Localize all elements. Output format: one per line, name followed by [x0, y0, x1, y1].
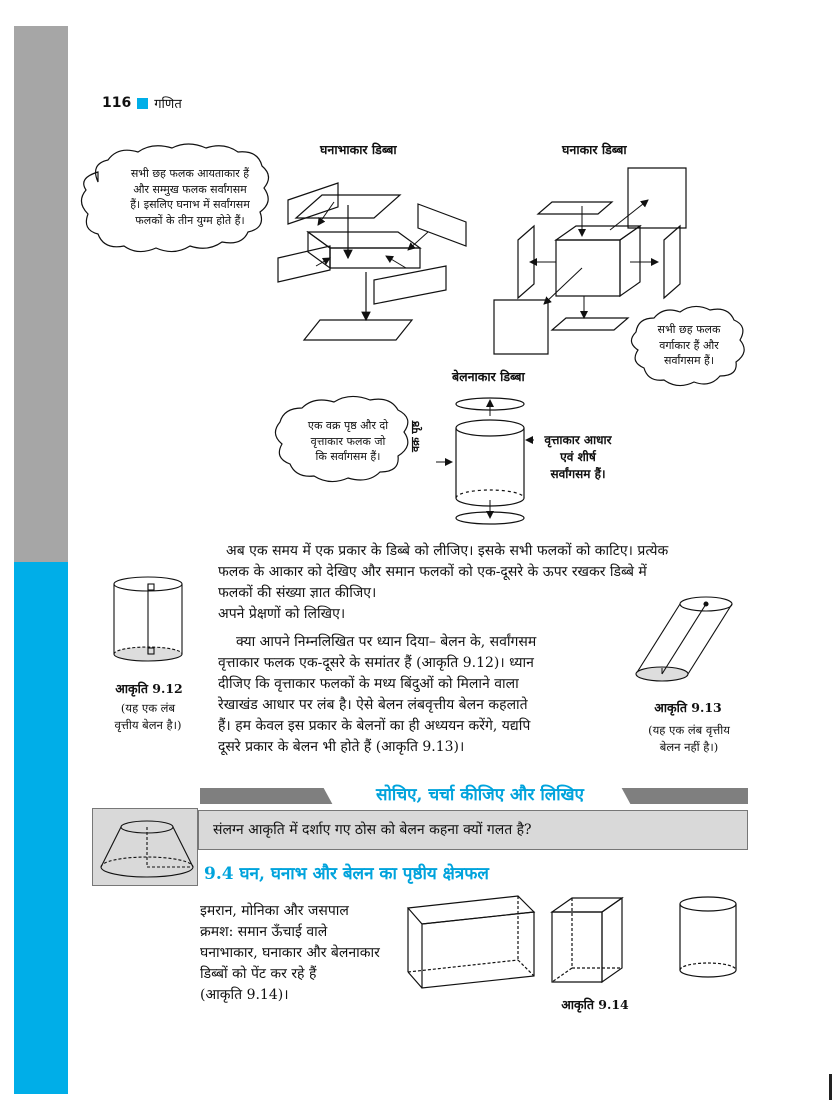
paragraph-2: क्या आपने निम्नलिखित पर ध्यान दिया– बेलन के, सर्वांगसम वृत्ताकार फलक एक-दूसरे के समांतर हैं (आकृति 9.12)। ध्यान दीजिए कि वृत्ताकार फलकों के मध्य बिंदुओं को मिलाने वाला रेखाखंड आधार पर लंब है। ऐसे बेलन लंबवृत्तीय बेलन कहलाते हैं। हम केवल इस प्रकार के बेलनों का ही अध्ययन करेंगे, यद्यपि दूसरे प्रकार के बेलन भी होते हैं (आकृति 9.13)।	[218, 634, 537, 755]
cylinder-right-label: वृत्ताकार आधार एवं शीर्ष सर्वांगसम हैं।	[544, 433, 612, 481]
paragraph-1: अब एक समय में एक प्रकार के डिब्बे को लीजिए। इसके सभी फलकों को काटिए। प्रत्येक फलक के आकार को देखिए और समान फलकों को एक-दूसरे के ऊपर रखकर डिब्बे में फलकों की संख्या ज्ञात कीजिए। अपने प्रेक्षणों को लिखिए।	[218, 543, 669, 622]
figure-9-12-caption: आकृति 9.12	[115, 681, 183, 696]
section-title: घन, घनाभ और बेलन का पृष्ठीय क्षेत्रफल	[239, 864, 489, 884]
think-question: संलग्न आकृति में दर्शाए गए ठोस को बेलन कहना क्यों गलत है?	[213, 822, 532, 838]
sidebar-blue-strip	[14, 562, 68, 1094]
cylinder-box-title: बेलनाकार डिब्बा	[452, 369, 525, 384]
paragraph-3: इमरान, मोनिका और जसपाल क्रमश: समान ऊँचाई वाले घनाभाकार, घनाकार और बेलनाकार डिब्बों को पेंट कर रहे हैं (आकृति 9.14)।	[200, 903, 380, 1003]
page-number: 116	[102, 95, 132, 111]
cube-box-title: घनाकार डिब्बा	[562, 142, 627, 157]
figure-9-12-cylinder	[110, 572, 190, 672]
figure-9-14-caption: आकृति 9.14	[561, 997, 629, 1012]
section-number: 9.4	[204, 864, 234, 884]
figure-9-12-subtext: (यह एक लंब वृत्तीय बेलन है।)	[114, 701, 182, 732]
cuboid-cloud-text: सभी छह फलक आयताकार हैं और सम्मुख फलक सर्वांगसम हैं। इसलिए घनाभ में सर्वांगसम फलकों के तीन युग्म होते हैं।	[130, 167, 250, 227]
cylinder-cloud-text: एक वक्र पृष्ठ और दो वृत्ताकार फलक जो कि सर्वांगसम हैं।	[307, 419, 389, 463]
frustum-figure	[93, 809, 197, 885]
figure-9-13-caption: आकृति 9.13	[654, 700, 722, 715]
think-banner-title: सोचिए, चर्चा कीजिए और लिखिए	[376, 785, 584, 805]
header-section: गणित	[154, 97, 182, 112]
nets-diagram	[0, 0, 840, 540]
figure-9-13-subtext: (यह एक लंब वृत्तीय बेलन नहीं है।)	[648, 723, 730, 754]
figure-9-14-shapes	[400, 890, 760, 1000]
curved-surface-label: वक्र पृष्ठ	[409, 420, 422, 452]
think-figure-box	[92, 808, 198, 886]
cube-cloud-text: सभी छह फलक वर्गाकार हैं और सर्वांगसम हैं।	[657, 323, 721, 367]
section-heading	[204, 861, 489, 884]
page-edge-mark	[829, 1074, 832, 1100]
think-question-box	[198, 810, 748, 850]
cuboid-box-title: घनाभाकार डिब्बा	[320, 142, 397, 157]
figure-9-13-oblique-cylinder	[628, 592, 738, 684]
